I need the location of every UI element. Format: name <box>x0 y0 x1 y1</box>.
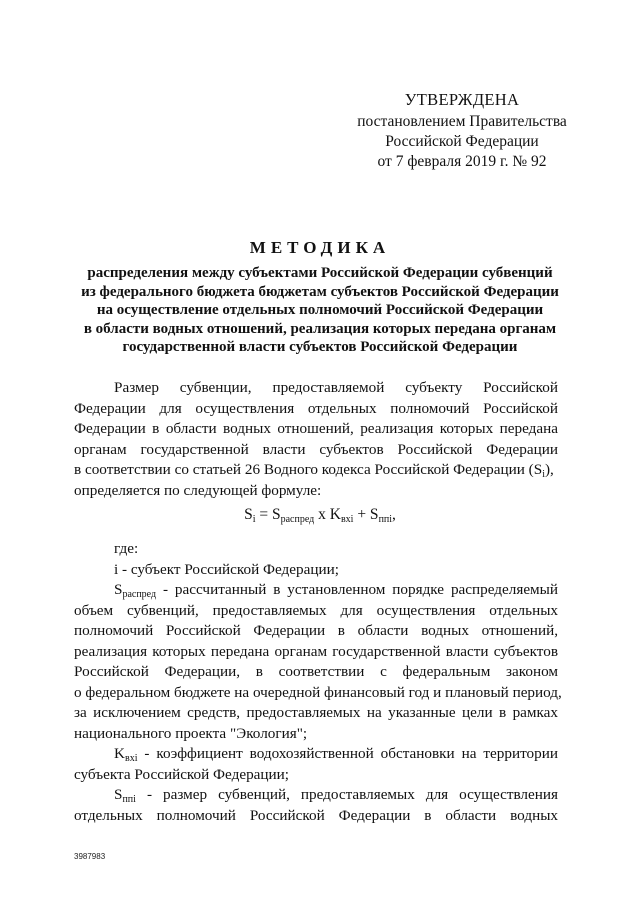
definitions <box>74 539 562 826</box>
def-line: Российской Федерации, в соответствии с федеральным законом <box>74 663 558 680</box>
subtitle-line: на осуществление отдельных полномочий Российской Федерации <box>96 302 544 318</box>
def-line: о федеральном бюджете на очередной финансовый год и плановый период, <box>74 683 562 701</box>
def-line: полномочий Российской Федерации в области водных отношений, <box>74 622 558 639</box>
where-label: где: <box>114 540 139 557</box>
approval-date: от 7 февраля 2019 г. № 92 <box>377 153 547 170</box>
def-line: реализация которых передана органам государственной власти субъектов <box>74 642 558 660</box>
def-s-ppi: $S_{ппi}$ - размер субвенций, предоставляемых для осуществления <box>114 786 558 805</box>
def-line: субъекта Российской Федерации; <box>74 765 290 783</box>
formula: $S_i = S_{распред}$ x $K_{вхi} + S_{ппi}$, <box>244 506 396 525</box>
document-title: МЕТОДИКА <box>249 238 391 257</box>
intro-line: Федерации в области водных отношений, реализация которых передана <box>74 420 558 437</box>
def-line: отдельных полномочий Российской Федерации в области водных <box>74 806 558 824</box>
approval-stamp: УТВЕРЖДЕНА <box>404 90 520 109</box>
intro-line: определяется по следующей формуле: <box>74 481 322 499</box>
approval-block <box>344 90 580 172</box>
intro-line: в соответствии со статьей 26 Водного кодекса Российской Федерации $(S_i)$, <box>74 461 554 480</box>
subtitle-line: распределения между субъектами Российской Федерации субвенций <box>87 265 553 281</box>
document-subtitle <box>60 264 580 357</box>
intro-line: Размер субвенции, предоставляемой субъекту Российской <box>114 379 558 396</box>
def-line: объем субвенций, предоставляемых для осуществления отдельных <box>74 601 558 619</box>
intro-paragraph <box>74 378 558 501</box>
intro-line: Федерации для осуществления отдельных полномочий Российской <box>74 399 558 417</box>
subtitle-line: из федерального бюджета бюджетам субъектов Российской Федерации <box>81 283 559 300</box>
def-i: i - субъект Российской Федерации; <box>114 560 339 578</box>
def-k-vh: $K_{вхi}$ - коэффициент водохозяйственной обстановки на территории <box>114 745 558 764</box>
approval-line: постановлением Правительства <box>357 113 567 130</box>
subtitle-line: в области водных отношений, реализация которых передана органам <box>83 320 557 337</box>
approval-line: Российской Федерации <box>385 133 539 150</box>
document-code: 3987983 <box>74 852 106 861</box>
def-line: за исключением средств, предоставляемых на указанные цели в рамках <box>74 704 558 721</box>
subtitle-line: государственной власти субъектов Российской Федерации <box>122 339 518 355</box>
intro-line: органам государственной власти субъектов Российской Федерации <box>74 440 558 458</box>
def-line: национального проекта "Экология"; <box>74 724 308 742</box>
def-s-raspred: $S_{распред}$ - рассчитанный в установленном порядке распределяемый <box>114 581 558 600</box>
